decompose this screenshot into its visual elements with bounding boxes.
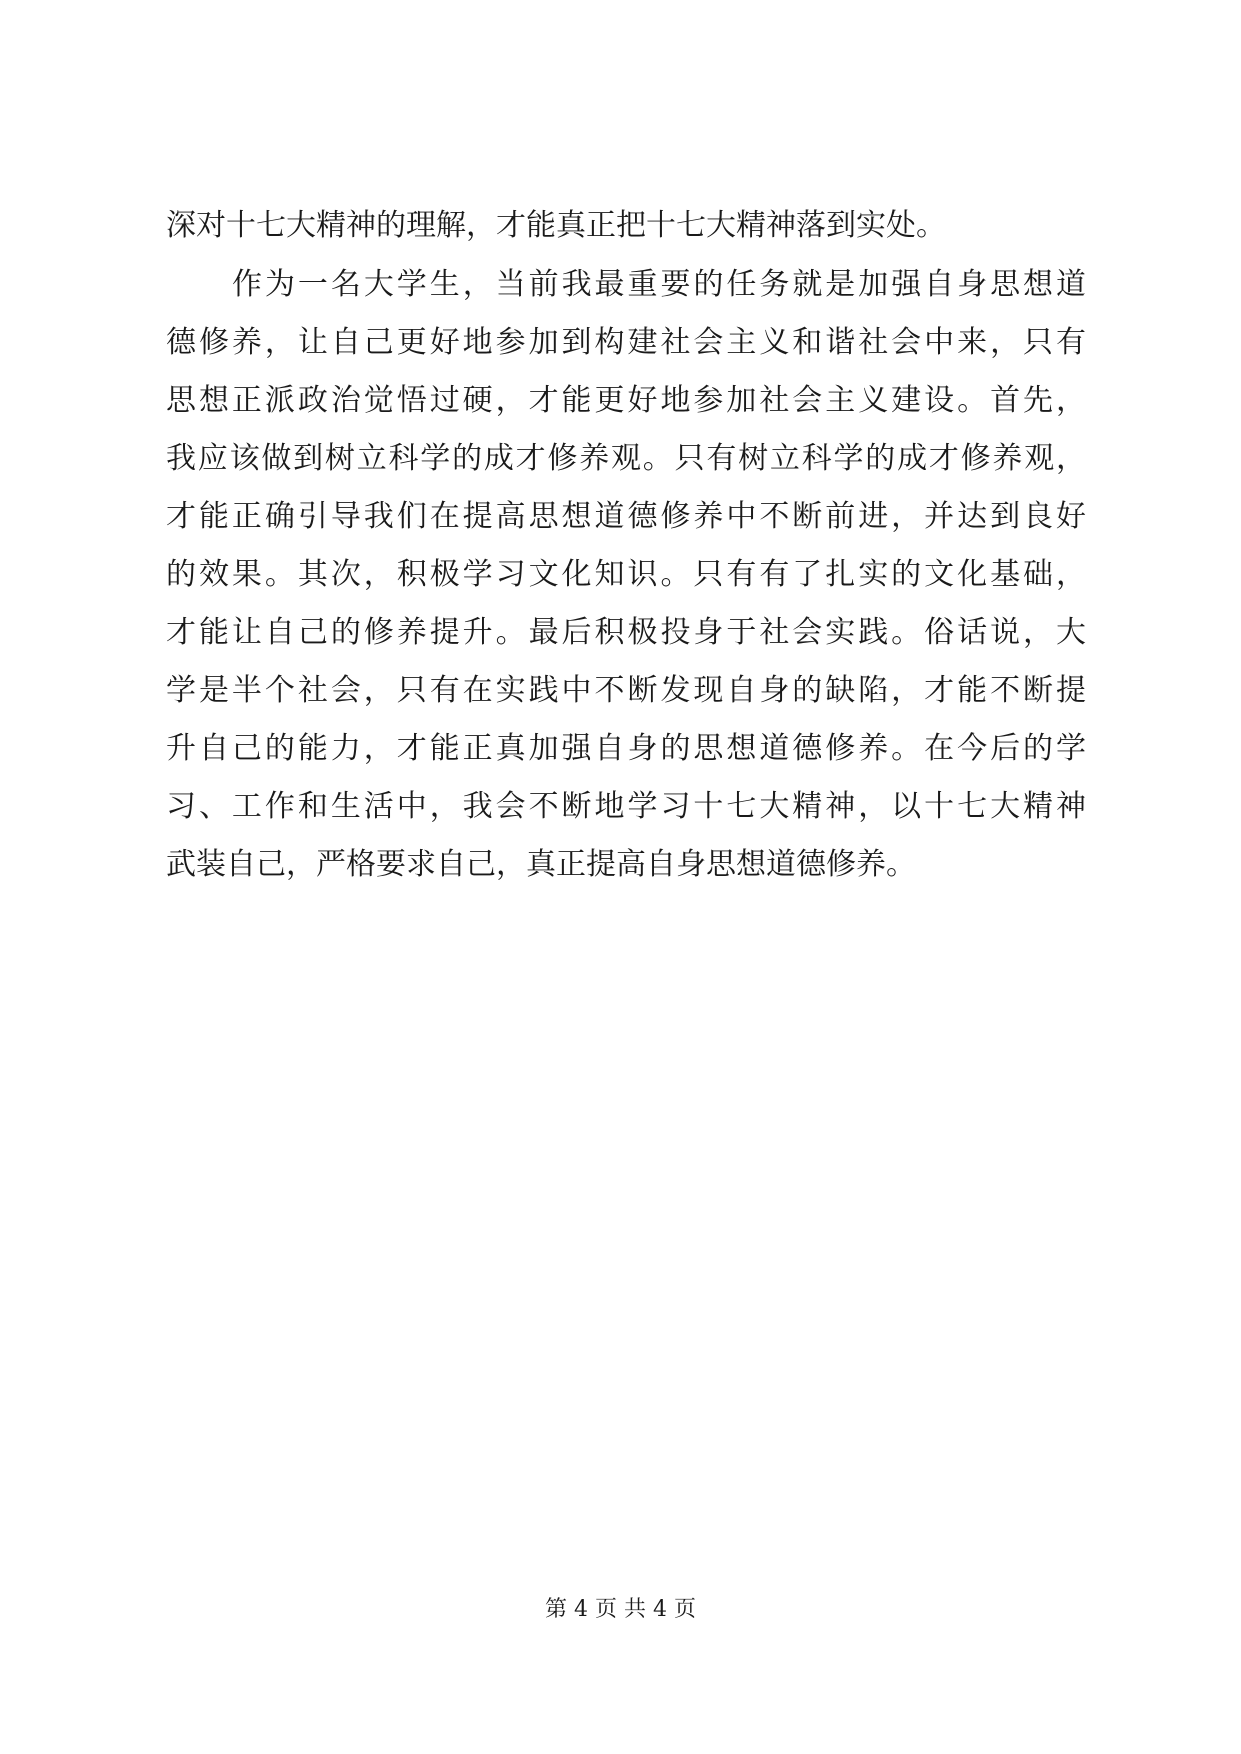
paragraph-line: 德修养，让自己更好地参加到构建社会主义和谐社会中来，只有 [166,325,1086,360]
paragraph-line: 我应该做到树立科学的成才修养观。只有树立科学的成才修养观， [166,441,1086,476]
paragraph-line: 的效果。其次，积极学习文化知识。只有有了扎实的文化基础， [166,557,1086,592]
paragraph-line: 学是半个社会，只有在实践中不断发现自身的缺陷，才能不断提 [166,673,1086,708]
paragraph-line: 作为一名大学生，当前我最重要的任务就是加强自身思想道 [232,267,1086,302]
paragraph-line: 武装自己，严格要求自己，真正提高自身思想道德修养。 [166,847,916,882]
paragraph-line: 深对十七大精神的理解，才能真正把十七大精神落到实处。 [166,208,946,243]
paragraph-line: 才能正确引导我们在提高思想道德修养中不断前进，并达到良好 [166,499,1086,534]
paragraph-line: 思想正派政治觉悟过硬，才能更好地参加社会主义建设。首先， [166,383,1086,418]
page-number-footer: 第 4 页 共 4 页 [545,1597,696,1622]
paragraph-line: 才能让自己的修养提升。最后积极投身于社会实践。俗话说，大 [166,615,1086,650]
paragraph-line: 习、工作和生活中，我会不断地学习十七大精神，以十七大精神 [166,789,1086,824]
paragraph-line: 升自己的能力，才能正真加强自身的思想道德修养。在今后的学 [166,731,1086,766]
